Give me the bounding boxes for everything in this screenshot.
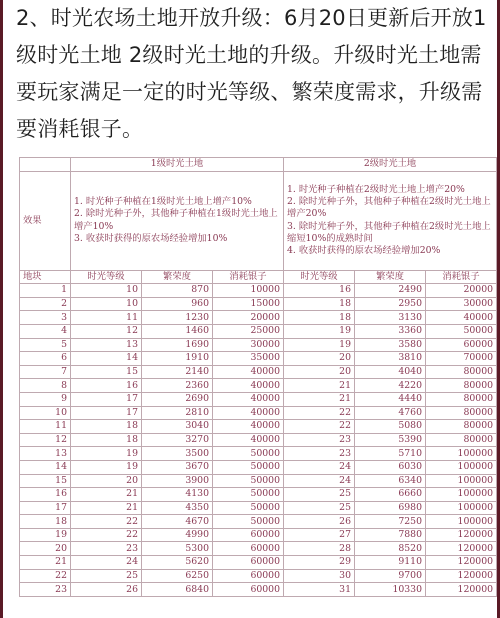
l2-time-level: 16 <box>284 284 355 298</box>
l1-prosperity: 1910 <box>142 352 213 366</box>
plot-number: 5 <box>20 338 71 352</box>
l2-time-level: 20 <box>284 365 355 379</box>
level2-effect-item: 4. 收获时获得的原农场经验增加20% <box>287 245 441 257</box>
l1-time-level: 24 <box>71 556 142 570</box>
level2-effect-item: 1. 时光种子种植在2级时光土地上增产20% <box>287 183 465 195</box>
l1-time-level: 21 <box>71 501 142 515</box>
l1-silver-cost: 60000 <box>213 569 284 583</box>
l1-silver-cost: 60000 <box>213 542 284 556</box>
col-l1-level: 时光等级 <box>71 270 142 284</box>
plot-number: 13 <box>20 447 71 461</box>
l1-silver-cost: 50000 <box>213 488 284 502</box>
plot-number: 9 <box>20 392 71 406</box>
col-l2-prosperity: 繁荣度 <box>355 270 426 284</box>
plot-number: 4 <box>20 324 71 338</box>
l2-time-level: 27 <box>284 528 355 542</box>
l2-prosperity: 2490 <box>355 284 426 298</box>
l2-prosperity: 2950 <box>355 297 426 311</box>
l2-silver-cost: 120000 <box>426 583 497 597</box>
l2-silver-cost: 80000 <box>426 365 497 379</box>
l2-silver-cost: 120000 <box>426 569 497 583</box>
l1-prosperity: 4990 <box>142 528 213 542</box>
l1-silver-cost: 30000 <box>213 338 284 352</box>
plot-number: 6 <box>20 352 71 366</box>
table-row <box>20 501 497 515</box>
table-row <box>20 352 497 366</box>
l1-time-level: 23 <box>71 542 142 556</box>
l2-time-level: 30 <box>284 569 355 583</box>
l1-prosperity: 5300 <box>142 542 213 556</box>
l2-silver-cost: 100000 <box>426 515 497 529</box>
l2-prosperity: 3360 <box>355 324 426 338</box>
l1-time-level: 16 <box>71 379 142 393</box>
l1-silver-cost: 15000 <box>213 297 284 311</box>
table-row <box>20 515 497 529</box>
level1-effect-item: 1. 时光种子种植在1级时光土地上增产10% <box>74 196 252 207</box>
l1-prosperity: 3040 <box>142 420 213 434</box>
l1-prosperity: 2360 <box>142 379 213 393</box>
table-row <box>20 569 497 583</box>
l2-prosperity: 4220 <box>355 379 426 393</box>
l2-prosperity: 9110 <box>355 556 426 570</box>
plot-number: 20 <box>20 542 71 556</box>
l1-time-level: 11 <box>71 311 142 325</box>
column-header-row <box>20 270 497 284</box>
plot-number: 17 <box>20 501 71 515</box>
l1-time-level: 18 <box>71 420 142 434</box>
level2-effects <box>284 171 497 270</box>
l2-prosperity: 10330 <box>355 583 426 597</box>
level2-effect-item: 3. 除时光种子外，其他种子种植在2级时光土地上缩短10%的成熟时间 <box>287 220 491 244</box>
l2-prosperity: 4440 <box>355 392 426 406</box>
l2-silver-cost: 40000 <box>426 311 497 325</box>
heading-line: 要玩家满足一定的时光等级、繁荣度需求，升级需 <box>16 80 483 104</box>
table-row <box>20 433 497 447</box>
l1-time-level: 17 <box>71 392 142 406</box>
plot-number: 12 <box>20 433 71 447</box>
l2-time-level: 31 <box>284 583 355 597</box>
table-row <box>20 338 497 352</box>
l2-prosperity: 6980 <box>355 501 426 515</box>
plot-number: 1 <box>20 284 71 298</box>
level1-effect-item: 3. 收获时获得的原农场经验增加10% <box>74 232 228 244</box>
l1-time-level: 26 <box>71 583 142 597</box>
l1-prosperity: 4130 <box>142 488 213 502</box>
plot-number: 11 <box>20 420 71 434</box>
table-row <box>20 488 497 502</box>
l1-silver-cost: 25000 <box>213 324 284 338</box>
land-upgrade-table <box>19 157 497 597</box>
l2-time-level: 22 <box>284 406 355 420</box>
level2-effect-item: 2. 除时光种子外，其他种子种植在2级时光土地上增产20% <box>287 196 491 220</box>
l1-time-level: 22 <box>71 528 142 542</box>
l2-silver-cost: 80000 <box>426 420 497 434</box>
l1-time-level: 25 <box>71 569 142 583</box>
l1-time-level: 20 <box>71 474 142 488</box>
plot-number: 22 <box>20 569 71 583</box>
l2-silver-cost: 80000 <box>426 392 497 406</box>
l2-silver-cost: 100000 <box>426 488 497 502</box>
l1-prosperity: 3670 <box>142 460 213 474</box>
l1-time-level: 18 <box>71 433 142 447</box>
l2-time-level: 28 <box>284 542 355 556</box>
plot-number: 18 <box>20 515 71 529</box>
l2-prosperity: 3810 <box>355 352 426 366</box>
l1-silver-cost: 40000 <box>213 379 284 393</box>
plot-number: 23 <box>20 583 71 597</box>
l1-silver-cost: 35000 <box>213 352 284 366</box>
l2-prosperity: 4040 <box>355 365 426 379</box>
l1-prosperity: 1690 <box>142 338 213 352</box>
table-row <box>20 392 497 406</box>
l2-time-level: 25 <box>284 488 355 502</box>
l1-time-level: 22 <box>71 515 142 529</box>
col-l1-prosperity: 繁荣度 <box>142 270 213 284</box>
l2-silver-cost: 70000 <box>426 352 497 366</box>
l2-prosperity: 7250 <box>355 515 426 529</box>
l2-time-level: 20 <box>284 352 355 366</box>
l2-time-level: 23 <box>284 433 355 447</box>
l2-silver-cost: 60000 <box>426 338 497 352</box>
l2-silver-cost: 100000 <box>426 460 497 474</box>
l1-time-level: 13 <box>71 338 142 352</box>
plot-number: 15 <box>20 474 71 488</box>
l1-prosperity: 5620 <box>142 556 213 570</box>
l1-time-level: 21 <box>71 488 142 502</box>
plot-number: 2 <box>20 297 71 311</box>
l2-time-level: 24 <box>284 474 355 488</box>
l1-silver-cost: 60000 <box>213 556 284 570</box>
level2-header: 2级时光土地 <box>284 158 497 172</box>
l2-silver-cost: 100000 <box>426 474 497 488</box>
table-row <box>20 447 497 461</box>
l1-prosperity: 2140 <box>142 365 213 379</box>
l1-silver-cost: 50000 <box>213 515 284 529</box>
l2-silver-cost: 120000 <box>426 528 497 542</box>
plot-number: 16 <box>20 488 71 502</box>
table-row <box>20 379 497 393</box>
effect-row <box>20 171 497 270</box>
l2-time-level: 24 <box>284 460 355 474</box>
l2-silver-cost: 30000 <box>426 297 497 311</box>
table-row <box>20 542 497 556</box>
table-row <box>20 528 497 542</box>
plot-number: 21 <box>20 556 71 570</box>
l2-silver-cost: 50000 <box>426 324 497 338</box>
l2-time-level: 25 <box>284 501 355 515</box>
table-corner-cell <box>20 158 71 172</box>
l2-time-level: 19 <box>284 324 355 338</box>
l1-prosperity: 3500 <box>142 447 213 461</box>
col-l2-level: 时光等级 <box>284 270 355 284</box>
heading-line: 要消耗银子。 <box>16 117 144 141</box>
l1-silver-cost: 40000 <box>213 406 284 420</box>
l2-prosperity: 6030 <box>355 460 426 474</box>
table-header-row <box>20 158 497 172</box>
l2-prosperity: 9700 <box>355 569 426 583</box>
l2-prosperity: 5080 <box>355 420 426 434</box>
l2-time-level: 29 <box>284 556 355 570</box>
l1-time-level: 19 <box>71 447 142 461</box>
table-row <box>20 556 497 570</box>
l2-prosperity: 4760 <box>355 406 426 420</box>
l2-time-level: 21 <box>284 379 355 393</box>
l2-time-level: 23 <box>284 447 355 461</box>
heading-line: 2、时光农场土地开放升级：6月20日更新后开放1 <box>16 6 487 30</box>
announcement-heading <box>16 0 486 148</box>
table-row <box>20 406 497 420</box>
col-l2-silver: 消耗银子 <box>426 270 497 284</box>
l1-silver-cost: 40000 <box>213 392 284 406</box>
plot-number: 8 <box>20 379 71 393</box>
plot-number: 14 <box>20 460 71 474</box>
table-row <box>20 365 497 379</box>
l2-silver-cost: 20000 <box>426 284 497 298</box>
l1-silver-cost: 20000 <box>213 311 284 325</box>
l1-time-level: 12 <box>71 324 142 338</box>
l2-silver-cost: 80000 <box>426 406 497 420</box>
l1-prosperity: 2810 <box>142 406 213 420</box>
l2-silver-cost: 80000 <box>426 433 497 447</box>
left-border <box>0 0 3 618</box>
l1-prosperity: 3900 <box>142 474 213 488</box>
l1-time-level: 17 <box>71 406 142 420</box>
l1-silver-cost: 50000 <box>213 474 284 488</box>
l1-prosperity: 4670 <box>142 515 213 529</box>
table-row <box>20 460 497 474</box>
l2-prosperity: 3580 <box>355 338 426 352</box>
l1-prosperity: 2690 <box>142 392 213 406</box>
l2-prosperity: 8520 <box>355 542 426 556</box>
heading-line: 级时光土地 2级时光土地的升级。升级时光土地需 <box>16 43 482 67</box>
level1-effects <box>71 171 284 270</box>
l1-silver-cost: 60000 <box>213 528 284 542</box>
l2-time-level: 26 <box>284 515 355 529</box>
plot-number: 19 <box>20 528 71 542</box>
col-l1-silver: 消耗银子 <box>213 270 284 284</box>
l2-prosperity: 5710 <box>355 447 426 461</box>
l2-prosperity: 7880 <box>355 528 426 542</box>
table-row <box>20 297 497 311</box>
l1-silver-cost: 40000 <box>213 433 284 447</box>
table-row <box>20 311 497 325</box>
l1-prosperity: 870 <box>142 284 213 298</box>
l1-time-level: 15 <box>71 365 142 379</box>
l2-silver-cost: 120000 <box>426 542 497 556</box>
l1-silver-cost: 40000 <box>213 420 284 434</box>
l2-time-level: 18 <box>284 297 355 311</box>
l2-prosperity: 3130 <box>355 311 426 325</box>
l2-prosperity: 5390 <box>355 433 426 447</box>
l1-prosperity: 3270 <box>142 433 213 447</box>
l2-silver-cost: 100000 <box>426 447 497 461</box>
plot-number: 3 <box>20 311 71 325</box>
level1-header: 1级时光土地 <box>71 158 284 172</box>
l1-silver-cost: 40000 <box>213 365 284 379</box>
l2-silver-cost: 120000 <box>426 556 497 570</box>
plot-number: 7 <box>20 365 71 379</box>
table-row <box>20 420 497 434</box>
l1-silver-cost: 50000 <box>213 460 284 474</box>
l1-prosperity: 1460 <box>142 324 213 338</box>
effect-label: 效果 <box>20 171 71 270</box>
l1-silver-cost: 50000 <box>213 501 284 515</box>
l1-prosperity: 1230 <box>142 311 213 325</box>
l2-silver-cost: 80000 <box>426 379 497 393</box>
l1-time-level: 14 <box>71 352 142 366</box>
l2-time-level: 19 <box>284 338 355 352</box>
l2-prosperity: 6340 <box>355 474 426 488</box>
table-row <box>20 583 497 597</box>
l1-prosperity: 4350 <box>142 501 213 515</box>
l1-silver-cost: 10000 <box>213 284 284 298</box>
l1-time-level: 10 <box>71 284 142 298</box>
l1-silver-cost: 50000 <box>213 447 284 461</box>
l1-prosperity: 6250 <box>142 569 213 583</box>
l1-prosperity: 960 <box>142 297 213 311</box>
l2-prosperity: 6660 <box>355 488 426 502</box>
l2-time-level: 21 <box>284 392 355 406</box>
level1-effect-item: 2. 除时光种子外，其他种子种植在1级时光土地上增产10% <box>74 208 278 232</box>
l2-silver-cost: 100000 <box>426 501 497 515</box>
l2-time-level: 22 <box>284 420 355 434</box>
plot-number: 10 <box>20 406 71 420</box>
l1-prosperity: 6840 <box>142 583 213 597</box>
l1-time-level: 19 <box>71 460 142 474</box>
l2-time-level: 18 <box>284 311 355 325</box>
col-plot: 地块 <box>20 270 71 284</box>
l1-silver-cost: 60000 <box>213 583 284 597</box>
table-row <box>20 324 497 338</box>
table-row <box>20 474 497 488</box>
l1-time-level: 10 <box>71 297 142 311</box>
table-row <box>20 284 497 298</box>
